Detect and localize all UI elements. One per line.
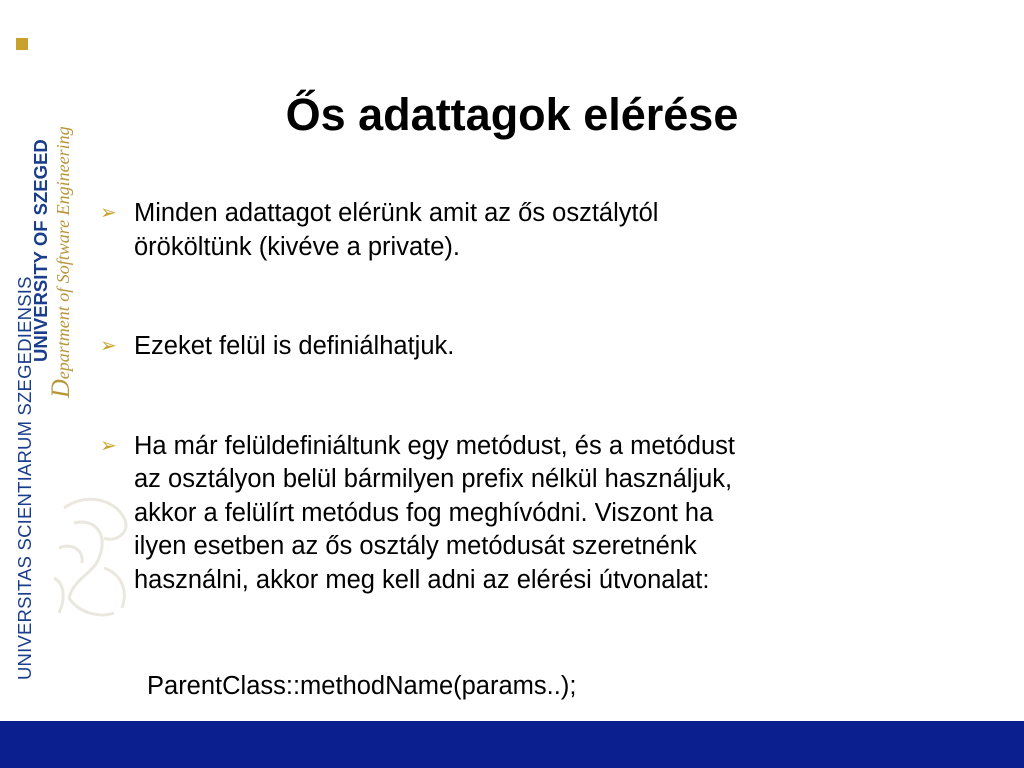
- bullet-text-line: használni, akkor meg kell adni az elérési útvonalat:: [134, 565, 710, 594]
- bullet-item: [100, 430, 960, 598]
- bullet-text-line: akkor a felülírt metódus fog meghívódni. Viszont ha: [134, 498, 714, 527]
- bullet-arrow-icon: ➢: [100, 434, 117, 457]
- footer-bar: [0, 721, 1024, 768]
- bullet-text-line: az osztályon belül bármilyen prefix nélkül használjuk,: [134, 465, 733, 493]
- slide-title: Ős adattagok elérése: [285, 89, 739, 140]
- department-rest: epartment of Software Engineering: [53, 126, 73, 380]
- bullet-text-line: Ezeket felül is definiálhatjuk.: [134, 332, 455, 360]
- university-latin-name: UNIVERSITAS SCIENTIARUM SZEGEDIENSIS: [14, 276, 35, 680]
- department-initial: D: [46, 379, 75, 398]
- bullet-list: [100, 197, 960, 597]
- bullet-text-line: Ha már felüldefiniáltunk egy metódust, és a metódust: [134, 431, 735, 460]
- bullet-text-line: örököltünk (kivéve a private).: [134, 232, 460, 261]
- university-name: UNIVERSITY OF SZEGED: [30, 139, 51, 362]
- bullet-arrow-icon: ➢: [100, 202, 117, 224]
- code-example: ParentClass::methodName(params..);: [147, 672, 577, 700]
- bullet-item: [100, 330, 960, 364]
- corner-square: [16, 38, 28, 50]
- bullet-item: [100, 197, 960, 264]
- bullet-arrow-icon: ➢: [100, 335, 117, 357]
- bullet-text-line: Minden adattagot elérünk amit az ős osztálytól: [134, 199, 659, 227]
- bullet-text-line: ilyen esetben az ős osztály metódusát szeretnénk: [134, 532, 697, 560]
